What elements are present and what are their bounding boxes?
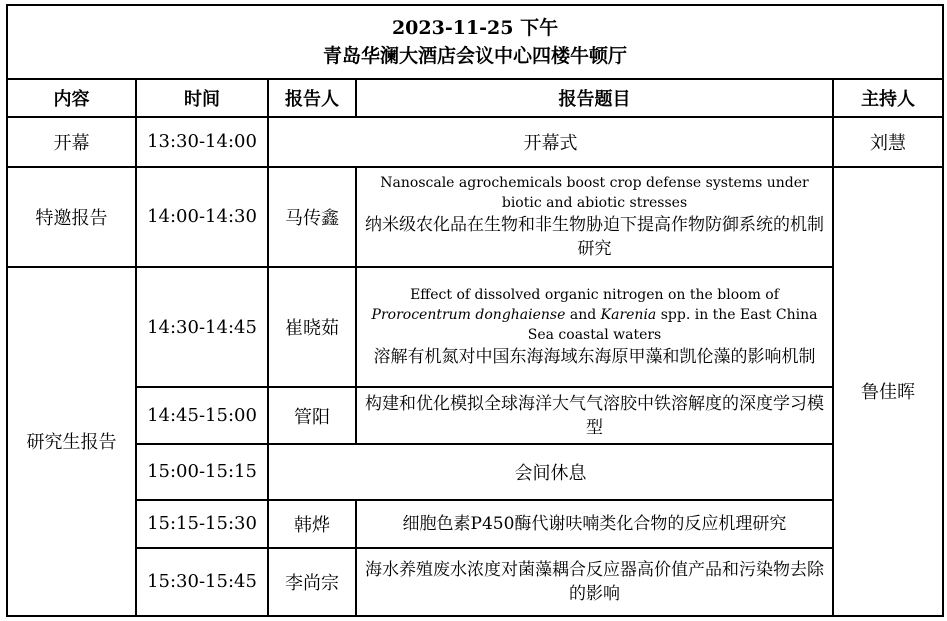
opening-host: 刘慧 <box>833 117 943 166</box>
invited-topic-zh: 纳米级农化品在生物和非生物胁迫下提高作物防御系统的机制研究 <box>365 214 824 259</box>
s4-speaker: 李尚宗 <box>268 548 356 616</box>
s1-speaker: 崔晓茹 <box>268 267 356 387</box>
column-header-host: 主持人 <box>833 79 943 117</box>
column-header-speaker: 报告人 <box>268 79 356 117</box>
opening-topic: 开幕式 <box>268 117 833 166</box>
s1-species-2: Karenia <box>600 307 657 324</box>
s1-topic-en-part2: spp. in the East China Sea coastal waters <box>527 307 818 344</box>
break-time: 15:00-15:15 <box>136 444 268 499</box>
s1-time: 14:30-14:45 <box>136 267 268 387</box>
s4-topic <box>356 548 833 616</box>
s3-topic-zh: 细胞色素P450酶代谢呋喃类化合物的反应机理研究 <box>402 513 787 534</box>
s1-topic-en-part1: Effect of dissolved organic nitrogen on the bloom of <box>410 287 779 304</box>
opening-time: 13:30-14:00 <box>136 117 268 166</box>
s4-time: 15:30-15:45 <box>136 548 268 616</box>
date-line: 2023-11-25 下午 <box>391 17 559 40</box>
s2-time: 14:45-15:00 <box>136 387 268 444</box>
s4-topic-zh: 海水养殖废水浓度对菌藻耦合反应器高价值产品和污染物去除的影响 <box>365 559 824 604</box>
s1-species-1: Prorocentrum donghaiense <box>371 307 566 324</box>
s1-topic-zh: 溶解有机氮对中国东海海域东海原甲藻和凯伦藻的影响机制 <box>373 347 816 368</box>
invited-content: 特邀报告 <box>7 167 136 267</box>
invited-speaker: 马传鑫 <box>268 167 356 267</box>
s3-time: 15:15-15:30 <box>136 500 268 548</box>
column-header-content: 内容 <box>7 79 136 117</box>
schedule-table <box>6 4 944 617</box>
venue-line: 青岛华澜大酒店会议中心四楼牛顿厅 <box>323 45 628 68</box>
invited-time: 14:00-14:30 <box>136 167 268 267</box>
s1-topic-en <box>360 285 829 345</box>
s2-topic <box>356 387 833 444</box>
invited-topic <box>356 167 833 267</box>
s1-topic <box>356 267 833 387</box>
s2-topic-zh: 构建和优化模拟全球海洋大气气溶胶中铁溶解度的深度学习模型 <box>365 393 824 438</box>
s3-speaker: 韩烨 <box>268 500 356 548</box>
column-header-topic: 报告题目 <box>356 79 833 117</box>
host-lu: 鲁佳晖 <box>833 167 943 617</box>
s1-topic-en-and: and <box>565 307 601 324</box>
invited-topic-en: Nanoscale agrochemicals boost crop defense systems under biotic and abiotic stresses <box>380 174 809 211</box>
s3-topic <box>356 500 833 548</box>
break-topic: 会间休息 <box>268 444 833 499</box>
column-header-time: 时间 <box>136 79 268 117</box>
student-report-content: 研究生报告 <box>7 267 136 616</box>
schedule-title <box>7 5 943 79</box>
s2-speaker: 管阳 <box>268 387 356 444</box>
opening-content: 开幕 <box>7 117 136 166</box>
